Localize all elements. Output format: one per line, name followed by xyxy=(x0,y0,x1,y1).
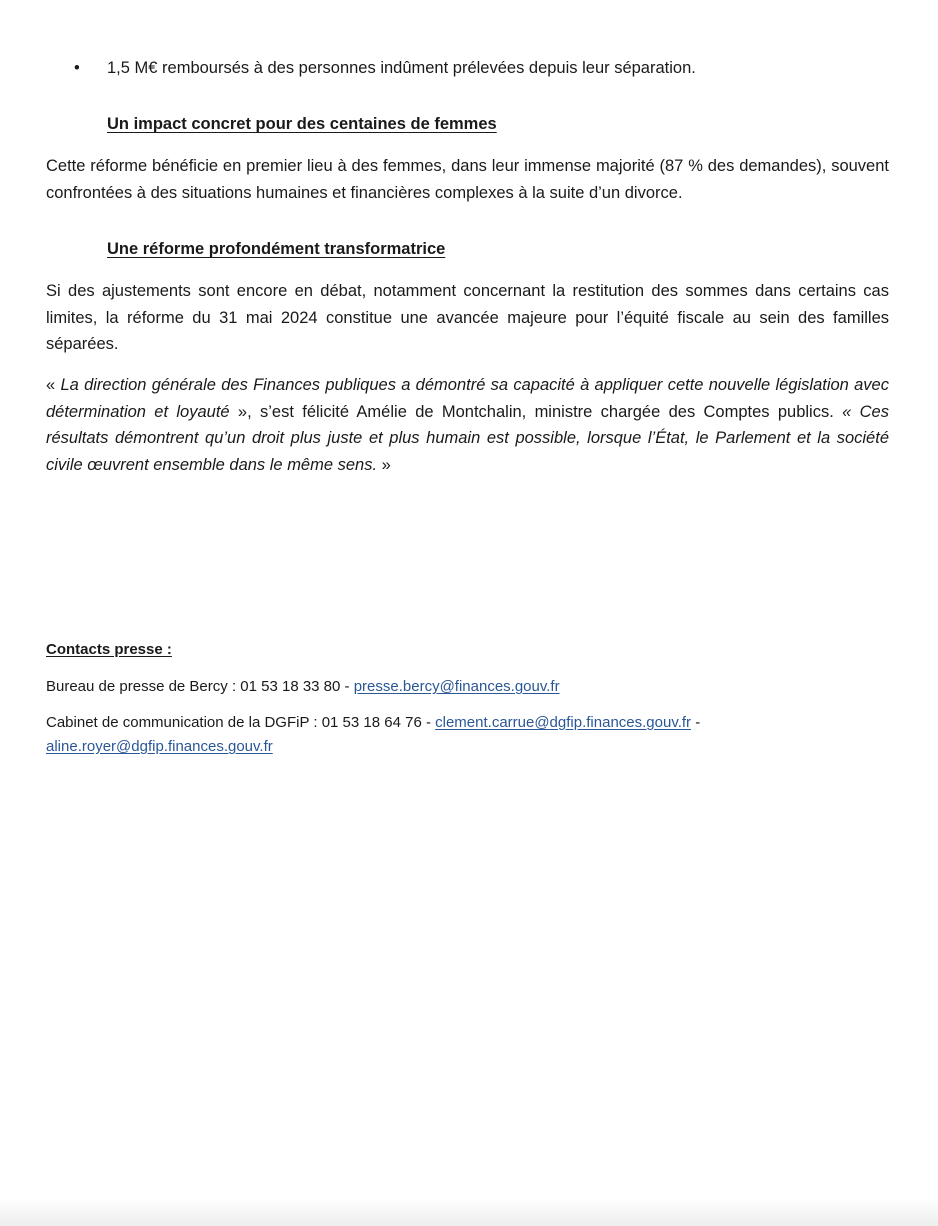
quote-part-2: « Ces résultats démontrent qu’un droit plus juste et plus humain est possible, lorsque l’État, le Parlement et la société civile œuvrent ensemble dans le même sens. xyxy=(46,402,889,474)
quote-close: » xyxy=(377,455,391,474)
page-bottom-shade xyxy=(0,1198,938,1226)
paragraph-impact: Cette réforme bénéficie en premier lieu à des femmes, dans leur immense majorité (87 % des demandes), souvent confrontées à des situations humaines et financières complexes à la suite d’un divorce. xyxy=(46,157,889,202)
section-heading-impact: Un impact concret pour des centaines de femmes xyxy=(107,115,497,133)
contacts-title: Contacts presse : xyxy=(46,641,172,658)
quote-paragraph xyxy=(46,372,889,478)
quote-open: « xyxy=(46,376,61,394)
email-link-bercy[interactable]: presse.bercy@finances.gouv.fr xyxy=(353,678,560,695)
bullet-text: 1,5 M€ remboursés à des personnes indûment prélevées depuis leur séparation. xyxy=(107,59,696,77)
email-link-carrue[interactable]: clement.carrue@dgfip.finances.gouv.fr xyxy=(435,714,692,731)
contact-separator: - xyxy=(691,714,701,731)
section-heading-reform: Une réforme profondément transformatrice xyxy=(107,240,446,258)
contact-bercy xyxy=(46,675,560,699)
paragraph-reform: Si des ajustements sont encore en débat, notamment concernant la restitution des sommes dans certains cas limites, la réforme du 31 mai 2024 constitue une avancée majeure pour l’équité fiscale au sein des familles séparées. xyxy=(46,282,889,353)
email-link-royer[interactable]: aline.royer@dgfip.finances.gouv.fr xyxy=(46,738,273,755)
contact-dgfip xyxy=(46,711,700,735)
contact-bercy-label: Bureau de presse de Bercy : 01 53 18 33 80 - xyxy=(46,678,354,695)
bullet-icon: • xyxy=(74,59,80,77)
contact-dgfip-label: Cabinet de communication de la DGFiP : 01 53 18 64 76 - xyxy=(46,714,436,731)
quote-attribution: », s’est félicité Amélie de Montchalin, ministre chargée des Comptes publics. xyxy=(229,402,843,421)
contact-dgfip-second xyxy=(46,735,273,759)
quote-part-1: La direction générale des Finances publiques a démontré sa capacité à appliquer cette nouvelle législation avec détermination et loyauté xyxy=(46,376,889,421)
